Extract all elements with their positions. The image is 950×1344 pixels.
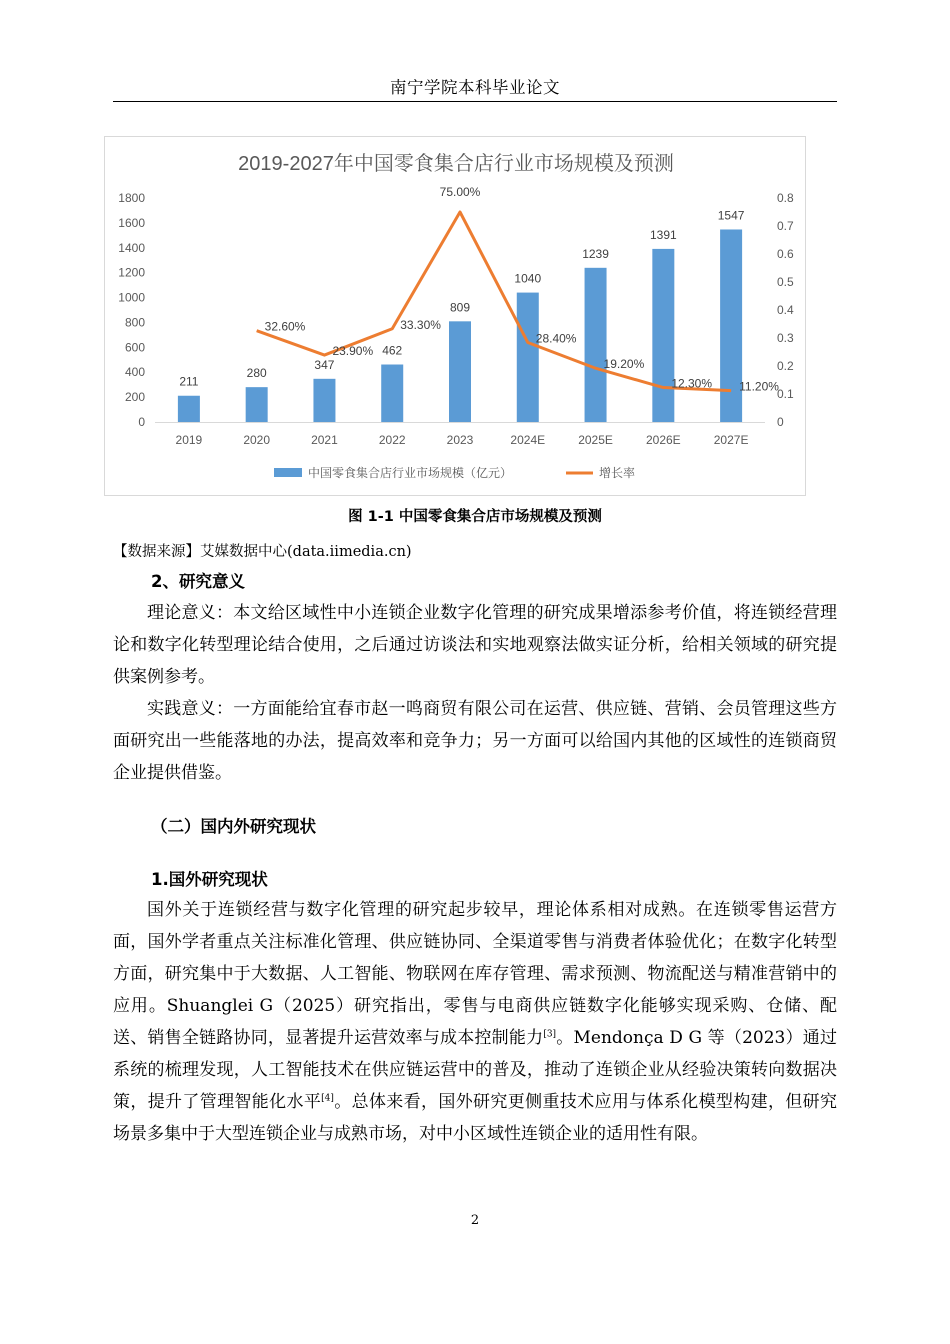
y-right-tick-label: 0.5	[777, 275, 794, 289]
chart-bar	[449, 321, 471, 422]
y-right-tick-label: 0.4	[777, 303, 794, 317]
y-left-tick-label: 800	[124, 315, 145, 330]
data-source-note: 【数据来源】艾媒数据中心(data.iimedia.cn)	[113, 544, 412, 560]
line-data-label: 33.30%	[400, 317, 441, 332]
y-right-tick-label: 0.1	[777, 387, 794, 401]
y-left-tick-label: 1600	[118, 215, 145, 230]
paragraph-text: 国外关于连锁经营与数字化管理的研究起步较早，理论体系相对成熟。在连锁零售运营方面，国外学者重点关注标准化管理、供应链协同、全渠道零售与消费者体验优化；在数字化转型方面，研究集中于大数据、人工智能、物联网在库存管理、需求预测、物流配送与精准营销中的应用。Shuanglei G（2025）研究指出，零售与电商供应链数字化能够实现采购、仓储、配送、销售全链路协同，显著提升运营效率与成本控制能力	[113, 900, 837, 1048]
legend-swatch-bar	[274, 468, 302, 477]
line-data-label: 28.40%	[535, 331, 577, 346]
y-left-tick-label: 400	[124, 365, 145, 380]
line-data-label: 32.60%	[264, 319, 306, 334]
x-tick-label: 2024E	[510, 433, 546, 447]
chart-bar	[381, 365, 403, 422]
line-data-label: 12.30%	[671, 376, 713, 391]
chart-bar	[652, 249, 674, 422]
section-heading-foreign-research: 1.国外研究现状	[151, 870, 268, 889]
citation-ref: [4]	[321, 1093, 334, 1104]
x-tick-label: 2025E	[578, 433, 613, 447]
paragraph-text: 。总体来看，国外研究更侧重技术应用与体系化模型构建，但研究场景多集中于大型连锁企业与成熟市场，对中小区域性连锁企业的适用性有限。	[113, 1092, 837, 1144]
y-right-tick-label: 0.8	[777, 191, 794, 205]
chart-bar	[585, 268, 607, 422]
x-tick-label: 2027E	[713, 433, 749, 447]
line-data-label: 11.20%	[739, 379, 779, 394]
y-right-tick-label: 0.7	[777, 219, 794, 233]
chart-svg	[105, 137, 807, 497]
paragraph-text: 。Mendonça D G 等（2023）通过系统的梳理发现，人工智能技术在供应链运营中的普及，推动了连锁企业从经验决策转向数据决策，提升了管理智能化水平	[113, 1028, 838, 1112]
chart-bar	[517, 293, 539, 422]
chart-figure	[104, 136, 806, 496]
bar-data-label: 462	[382, 343, 403, 358]
bar-data-label: 1239	[582, 246, 609, 261]
paragraph-foreign-research	[113, 894, 837, 1150]
citation-ref: [3]	[543, 1029, 557, 1040]
page-number: 2	[470, 1213, 480, 1228]
y-left-tick-label: 200	[124, 390, 145, 405]
line-data-label: 19.20%	[603, 357, 645, 372]
chart-bar	[246, 387, 268, 422]
line-data-label: 23.90%	[332, 344, 374, 359]
bar-data-label: 1391	[649, 227, 677, 242]
y-right-tick-label: 0.2	[777, 359, 794, 373]
bar-data-label: 280	[246, 366, 267, 381]
y-left-tick-label: 1400	[118, 240, 145, 255]
paragraph-practice: 实践意义：一方面能给宜春市赵一鸣商贸有限公司在运营、供应链、营销、会员管理这些方面研究出一些能落地的办法，提高效率和竞争力；另一方面可以给国内其他的区域性的连锁商贸企业提供借鉴。	[113, 699, 837, 783]
bar-data-label: 1040	[514, 271, 542, 286]
y-right-tick-label: 0	[777, 415, 784, 429]
chart-bar	[178, 396, 200, 422]
y-right-tick-label: 0.3	[777, 331, 794, 345]
bar-data-label: 347	[314, 357, 335, 372]
legend-label-line: 增长率	[599, 466, 636, 480]
legend-label-bar: 中国零食集合店行业市场规模（亿元）	[308, 466, 513, 480]
line-data-label: 75.00%	[439, 185, 481, 199]
x-tick-label: 2020	[243, 433, 271, 447]
y-left-tick-label: 1000	[118, 290, 145, 305]
page-header: 南宁学院本科毕业论文	[390, 78, 560, 97]
y-left-tick-label: 1200	[118, 265, 145, 280]
section-heading-research-status: （二）国内外研究现状	[151, 817, 316, 836]
chart-title: 2019-2027年中国零食集合店行业市场规模及预测	[238, 153, 674, 175]
bar-data-label: 809	[449, 300, 471, 315]
x-tick-label: 2021	[311, 433, 338, 447]
y-left-tick-label: 1800	[118, 191, 145, 205]
x-tick-label: 2026E	[645, 433, 681, 447]
x-tick-label: 2022	[378, 433, 406, 447]
y-left-tick-label: 0	[138, 415, 145, 429]
bar-data-label: 211	[179, 374, 199, 389]
section-heading-significance: 2、研究意义	[151, 572, 245, 591]
bar-data-label: 1547	[717, 208, 745, 223]
paragraph-theory: 理论意义：本文给区域性中小连锁企业数字化管理的研究成果增添参考价值，将连锁经营理论和数字化转型理论结合使用，之后通过访谈法和实地观察法做实证分析，给相关领域的研究提供案例参考。	[113, 603, 837, 687]
x-tick-label: 2019	[175, 433, 203, 447]
header-rule	[113, 101, 837, 102]
x-tick-label: 2023	[446, 433, 474, 447]
chart-bar	[313, 379, 335, 422]
y-right-tick-label: 0.6	[777, 247, 794, 261]
figure-caption: 图 1-1 中国零食集合店市场规模及预测	[348, 509, 602, 525]
y-left-tick-label: 600	[124, 340, 145, 355]
